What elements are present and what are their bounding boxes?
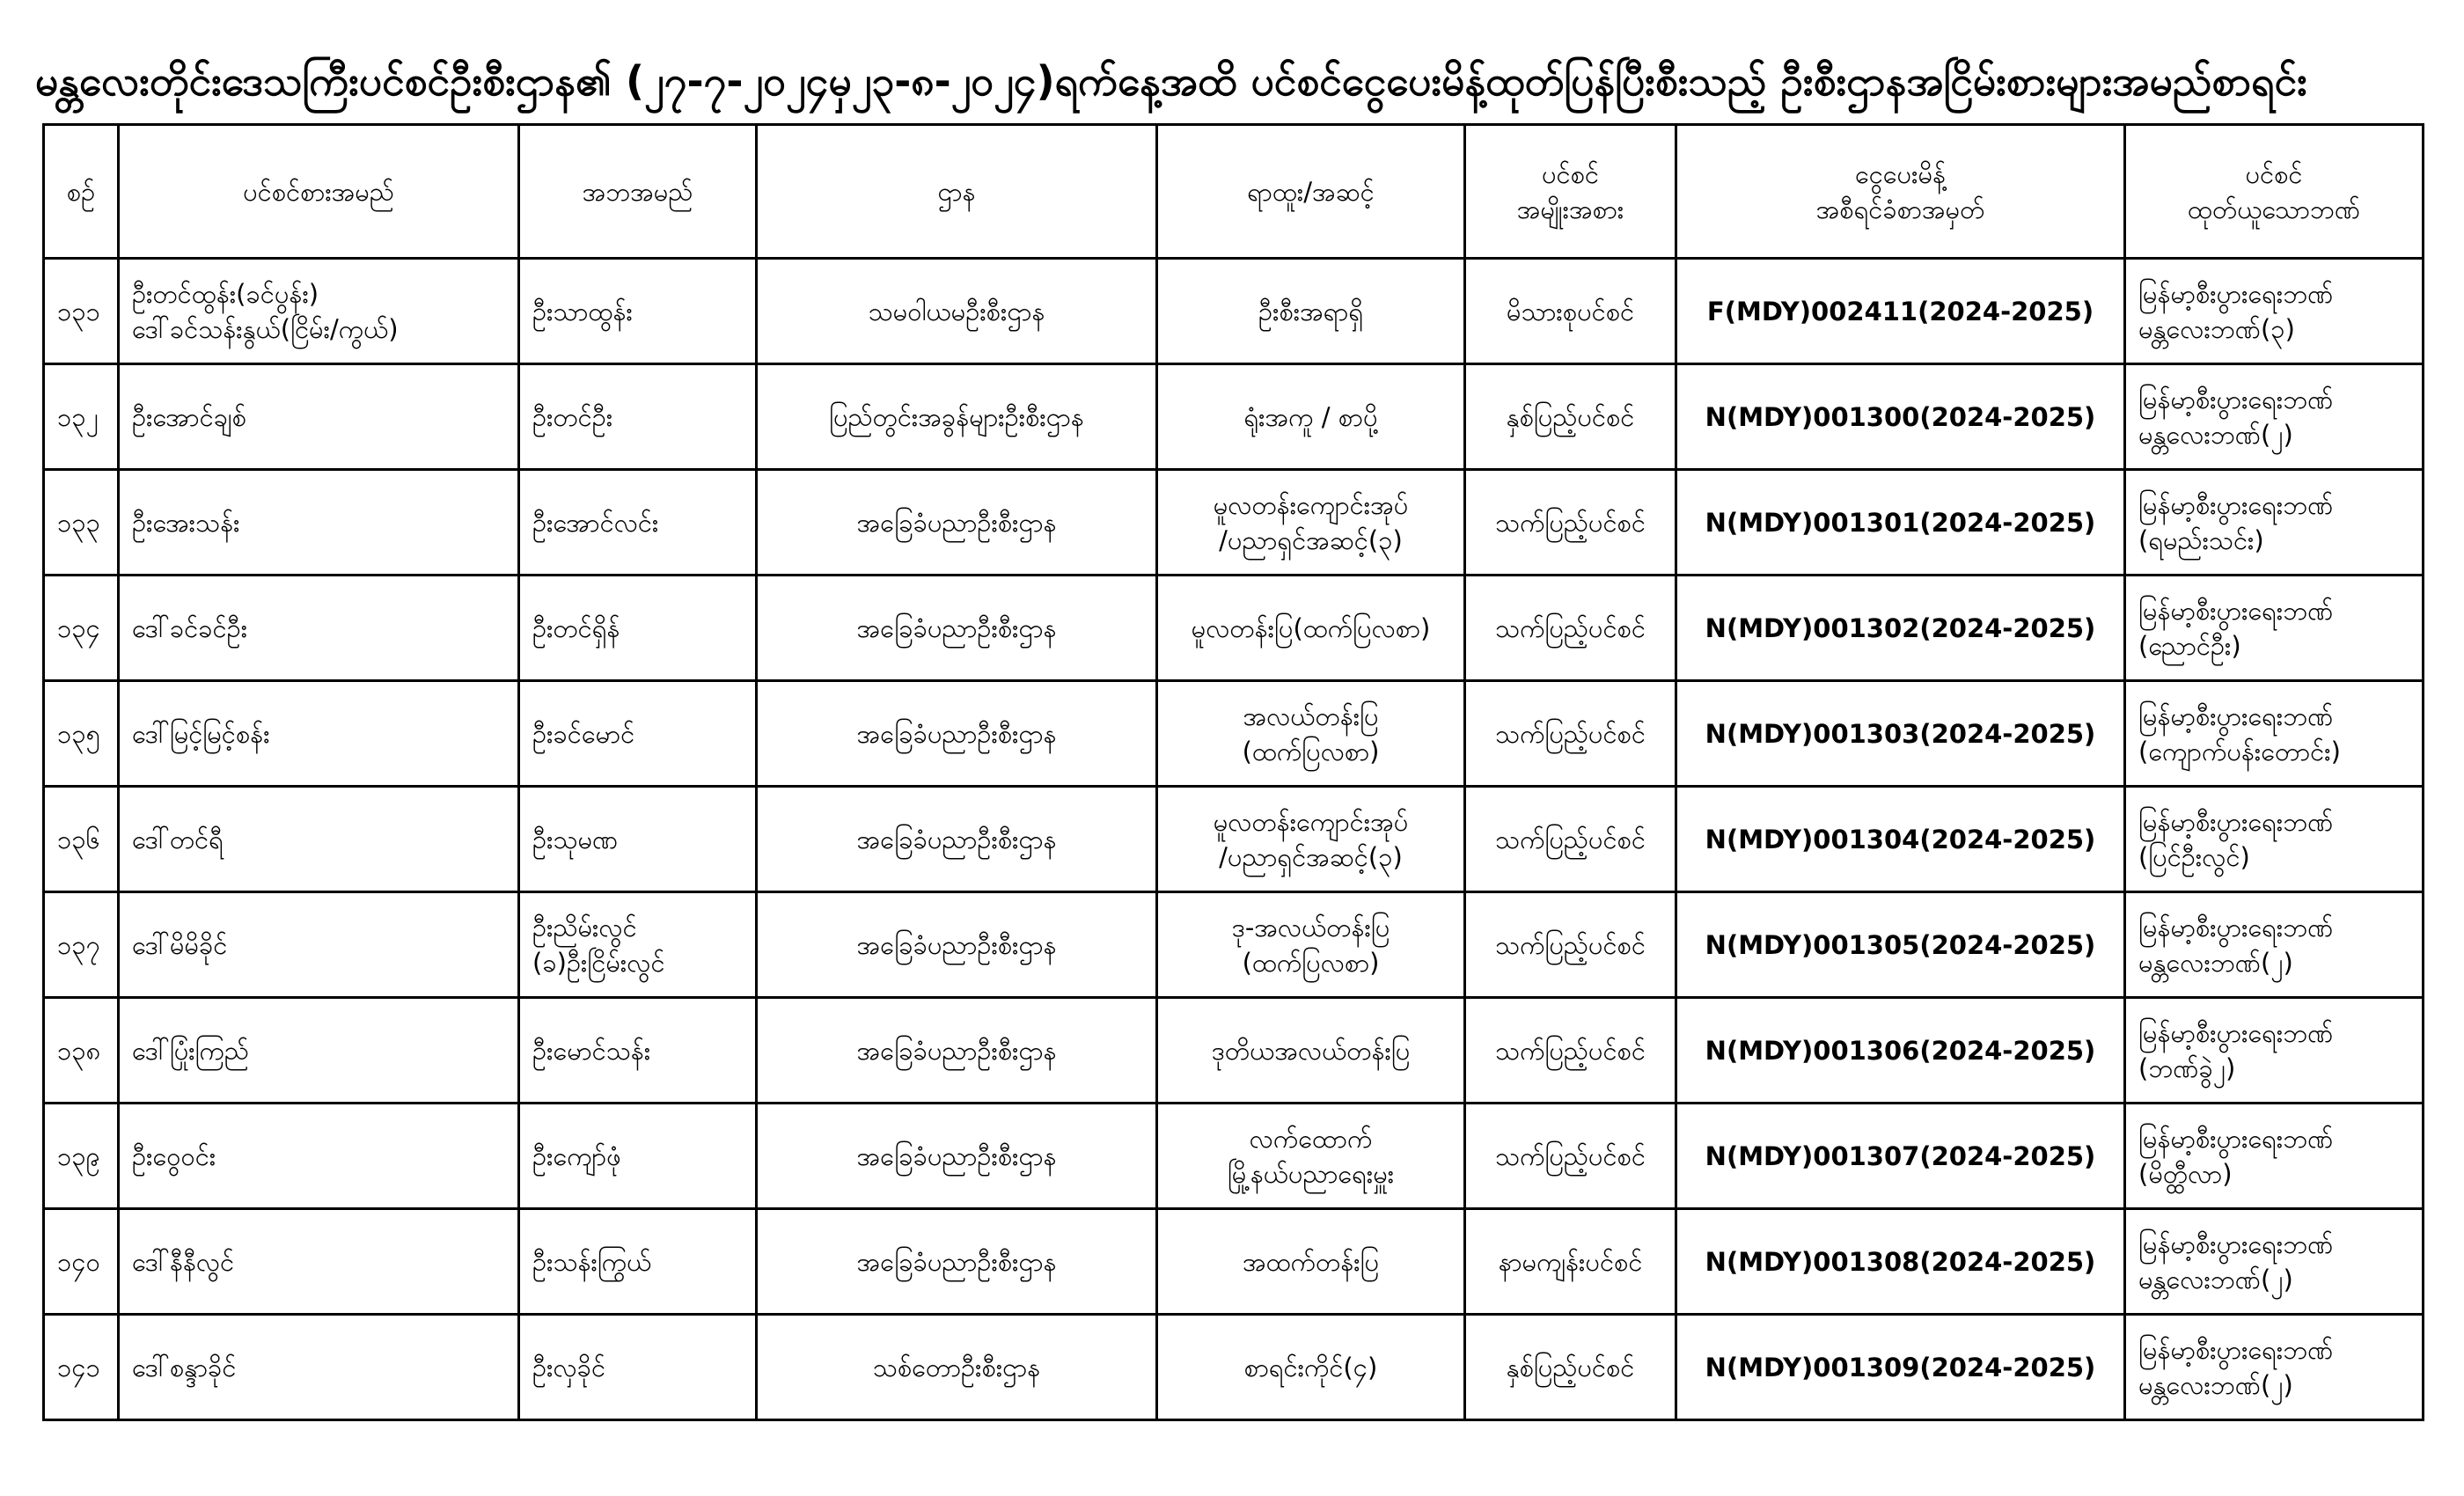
cell-department-line: အခြေခံပညာဦးစီးဌာန	[856, 1246, 1057, 1277]
cell-bank-line: (ရမည်းသင်း)	[2138, 524, 2264, 555]
table-row	[44, 364, 2424, 470]
cell-no: ၁၃၁	[44, 259, 119, 364]
cell-father-name	[519, 1209, 757, 1315]
cell-no: ၁၃၃	[44, 470, 119, 576]
cell-bank-line: မန္တလေးဘဏ်(၃)	[2138, 313, 2295, 344]
cell-pensioner-name-line: ဒေါ်နီနီလွင်	[132, 1246, 235, 1277]
cell-no: ၁၃၄	[44, 576, 119, 681]
cell-pensioner-name-line: ဒေါ်စန္ဒာခိုင်	[132, 1352, 237, 1382]
table-row	[44, 1209, 2424, 1315]
cell-bank-line: မြန်မာ့စီးပွားရေးဘဏ်	[2138, 806, 2334, 837]
cell-department	[757, 1209, 1157, 1315]
cell-order-number: N(MDY)001304(2024-2025)	[1676, 787, 2125, 892]
cell-bank-line: မန္တလေးဘဏ်(၂)	[2138, 419, 2293, 450]
cell-pensioner-name-line: ဒေါ်ခင်ခင်ဦး	[132, 612, 248, 643]
cell-position-line: စာရင်းကိုင်(၄)	[1243, 1352, 1378, 1382]
cell-father-name-line: ဦးမောင်သန်း	[532, 1035, 651, 1066]
table-row	[44, 1104, 2424, 1209]
cell-bank-line: မြန်မာ့စီးပွားရေးဘဏ်	[2138, 1123, 2334, 1154]
cell-father-name	[519, 259, 757, 364]
header-order-number	[1676, 125, 2125, 259]
cell-pension-type: နှစ်ပြည့်ပင်စင်	[1465, 364, 1676, 470]
header-label: ငွေပေးမိန့်	[1854, 158, 1947, 189]
cell-no: ၁၃၉	[44, 1104, 119, 1209]
cell-father-name-line: ဦးလှခိုင်	[532, 1352, 606, 1382]
cell-pensioner-name	[119, 681, 519, 787]
cell-father-name-line: ဦးခင်မောင်	[532, 718, 635, 749]
cell-bank	[2125, 1104, 2424, 1209]
cell-department	[757, 681, 1157, 787]
cell-father-name	[519, 364, 757, 470]
header-department	[757, 125, 1157, 259]
cell-position	[1157, 259, 1465, 364]
cell-position-line: မူလတန်းကျောင်းအုပ်	[1213, 489, 1409, 520]
cell-pensioner-name-line: ဒေါ်မိမိခိုင်	[132, 929, 228, 960]
cell-pension-type: သက်ပြည့်ပင်စင်	[1465, 787, 1676, 892]
header-pension-type	[1465, 125, 1676, 259]
cell-pensioner-name	[119, 259, 519, 364]
cell-order-number: N(MDY)001300(2024-2025)	[1676, 364, 2125, 470]
cell-bank-line: မြန်မာ့စီးပွားရေးဘဏ်	[2138, 700, 2334, 731]
cell-pensioner-name	[119, 998, 519, 1104]
cell-position	[1157, 1315, 1465, 1420]
cell-pensioner-name-line: ဦးတင်ထွန်း(ခင်ပွန်း)	[132, 278, 319, 309]
table-row	[44, 998, 2424, 1104]
cell-pensioner-name-line: ဦးအေးသန်း	[132, 507, 240, 538]
cell-pension-type: သက်ပြည့်ပင်စင်	[1465, 681, 1676, 787]
cell-department	[757, 998, 1157, 1104]
cell-bank-line: မြန်မာ့စီးပွားရေးဘဏ်	[2138, 489, 2334, 520]
cell-pensioner-name-line: ဒေါ်ခင်သန်းနွယ်(ငြိမ်း/ကွယ်)	[132, 313, 399, 344]
cell-department	[757, 1104, 1157, 1209]
cell-department-line: အခြေခံပညာဦးစီးဌာန	[856, 824, 1057, 854]
table-row	[44, 1315, 2424, 1420]
header-no	[44, 125, 119, 259]
cell-bank	[2125, 681, 2424, 787]
cell-pensioner-name	[119, 1209, 519, 1315]
cell-father-name	[519, 892, 757, 998]
cell-order-number: N(MDY)001309(2024-2025)	[1676, 1315, 2125, 1420]
cell-bank	[2125, 259, 2424, 364]
cell-position	[1157, 470, 1465, 576]
table-row	[44, 259, 2424, 364]
cell-pensioner-name-line: ဒေါ်မြင့်မြင့်စန်း	[132, 718, 270, 749]
cell-bank	[2125, 364, 2424, 470]
cell-father-name-line: ဦးညိမ်းလွင်	[532, 912, 637, 942]
cell-department-line: အခြေခံပညာဦးစီးဌာန	[856, 612, 1057, 643]
cell-position	[1157, 1104, 1465, 1209]
cell-department-line: အခြေခံပညာဦးစီးဌာန	[856, 718, 1057, 749]
cell-department	[757, 787, 1157, 892]
cell-pensioner-name	[119, 576, 519, 681]
cell-order-number: N(MDY)001308(2024-2025)	[1676, 1209, 2125, 1315]
table-row	[44, 576, 2424, 681]
cell-position	[1157, 998, 1465, 1104]
cell-no: ၁၃၈	[44, 998, 119, 1104]
cell-bank	[2125, 1315, 2424, 1420]
header-label: ပင်စင်	[2245, 158, 2303, 189]
cell-father-name	[519, 1104, 757, 1209]
cell-pension-type: သက်ပြည့်ပင်စင်	[1465, 1104, 1676, 1209]
cell-bank-line: မြန်မာ့စီးပွားရေးဘဏ်	[2138, 384, 2334, 414]
cell-bank-line: (ကျောက်ပန်းတောင်း)	[2138, 736, 2341, 766]
cell-position-line: ဦးစီးအရာရှိ	[1258, 296, 1363, 326]
cell-department-line: သမဝါယမဦးစီးဌာန	[868, 296, 1045, 326]
cell-pension-type: သက်ပြည့်ပင်စင်	[1465, 998, 1676, 1104]
cell-no: ၁၄၀	[44, 1209, 119, 1315]
cell-father-name-line: (ခ)ဦးငြိမ်းလွင်	[532, 947, 665, 978]
cell-position-line: မူလတန်းကျောင်းအုပ်	[1213, 806, 1409, 837]
pensioner-table	[42, 123, 2424, 1421]
cell-bank-line: မြန်မာ့စီးပွားရေးဘဏ်	[2138, 1334, 2334, 1365]
cell-bank-line: မြန်မာ့စီးပွားရေးဘဏ်	[2138, 1228, 2334, 1259]
header-label: ထုတ်ယူသောဘဏ်	[2187, 194, 2361, 224]
cell-department-line: အခြေခံပညာဦးစီးဌာန	[856, 929, 1057, 960]
cell-order-number: N(MDY)001305(2024-2025)	[1676, 892, 2125, 998]
cell-bank-line: မြန်မာ့စီးပွားရေးဘဏ်	[2138, 912, 2334, 942]
header-label: အမျိုးအစား	[1516, 194, 1624, 224]
cell-position-line: ရုံးအကူ / စာပို့	[1243, 401, 1378, 432]
cell-pensioner-name	[119, 1315, 519, 1420]
cell-department	[757, 470, 1157, 576]
cell-father-name	[519, 576, 757, 681]
document-title: မန္တလေးတိုင်းဒေသကြီးပင်စင်ဦးစီးဌာန၏ (၂၇-၇-၂၀၂၄မှ၂၃-၈-၂၀၂၄)ရက်နေ့အထိ ပင်စင်ငွေပေးမိန့်ထုတ်ပြန်ပြီးစီးသည့် ဦးစီးဌာနအငြိမ်းစားများအမည်စာရင်း	[35, 57, 2307, 105]
cell-pensioner-name	[119, 470, 519, 576]
header-label: ပင်စင်	[1541, 158, 1600, 189]
cell-department	[757, 892, 1157, 998]
cell-position-line: မြို့နယ်ပညာရေးမှူး	[1227, 1158, 1395, 1189]
cell-father-name	[519, 998, 757, 1104]
cell-pension-type: နာမကျန်းပင်စင်	[1465, 1209, 1676, 1315]
cell-department	[757, 364, 1157, 470]
cell-father-name-line: ဦးသုမဏ	[532, 824, 619, 854]
header-father-name	[519, 125, 757, 259]
cell-position-line: မူလတန်းပြ(ထက်ပြလစာ)	[1191, 612, 1431, 643]
cell-father-name	[519, 681, 757, 787]
cell-bank-line: (ပြင်ဦးလွင်)	[2138, 841, 2250, 872]
cell-bank-line: မြန်မာ့စီးပွားရေးဘဏ်	[2138, 1017, 2334, 1048]
header-label: ရာထူး/အဆင့်	[1247, 176, 1375, 207]
header-label: ဌာန	[937, 176, 976, 207]
cell-pension-type: သက်ပြည့်ပင်စင်	[1465, 892, 1676, 998]
cell-order-number: N(MDY)001301(2024-2025)	[1676, 470, 2125, 576]
cell-father-name-line: ဦးကျော်ဖုံ	[532, 1140, 621, 1171]
cell-position-line: အလယ်တန်းပြ	[1243, 700, 1379, 731]
cell-position	[1157, 892, 1465, 998]
cell-no: ၁၃၂	[44, 364, 119, 470]
cell-position-line: (ထက်ပြလစာ)	[1242, 736, 1380, 766]
cell-no: ၁၄၁	[44, 1315, 119, 1420]
cell-pension-type: သက်ပြည့်ပင်စင်	[1465, 470, 1676, 576]
cell-position	[1157, 1209, 1465, 1315]
cell-department	[757, 259, 1157, 364]
cell-father-name	[519, 1315, 757, 1420]
cell-department-line: အခြေခံပညာဦးစီးဌာန	[856, 1035, 1057, 1066]
cell-order-number: N(MDY)001303(2024-2025)	[1676, 681, 2125, 787]
cell-bank	[2125, 787, 2424, 892]
cell-father-name	[519, 787, 757, 892]
cell-department	[757, 1315, 1157, 1420]
cell-position-line: အထက်တန်းပြ	[1242, 1246, 1380, 1277]
header-label: အစီရင်ခံစာအမှတ်	[1815, 194, 1985, 224]
cell-position-line: /ပညာရှင်အဆင့်(၃)	[1219, 524, 1403, 555]
cell-department-line: ပြည်တွင်းအခွန်များဦးစီးဌာန	[829, 401, 1084, 432]
cell-position	[1157, 681, 1465, 787]
cell-bank-line: မန္တလေးဘဏ်(၂)	[2138, 947, 2293, 978]
cell-father-name-line: ဦးတင်ဦး	[532, 401, 613, 432]
cell-no: ၁၃၇	[44, 892, 119, 998]
cell-bank-line: မြန်မာ့စီးပွားရေးဘဏ်	[2138, 595, 2334, 626]
cell-position	[1157, 364, 1465, 470]
cell-department-line: အခြေခံပညာဦးစီးဌာန	[856, 507, 1057, 538]
cell-position-line: လက်ထောက်	[1249, 1123, 1373, 1154]
cell-pension-type: သက်ပြည့်ပင်စင်	[1465, 576, 1676, 681]
cell-bank-line: မန္တလေးဘဏ်(၂)	[2138, 1369, 2293, 1400]
cell-order-number: F(MDY)002411(2024-2025)	[1676, 259, 2125, 364]
cell-pensioner-name	[119, 892, 519, 998]
cell-position-line: /ပညာရှင်အဆင့်(၃)	[1219, 841, 1403, 872]
cell-pension-type: မိသားစုပင်စင်	[1465, 259, 1676, 364]
table-row	[44, 681, 2424, 787]
header-label: အဘအမည်	[582, 176, 693, 207]
cell-pensioner-name-line: ဦးဝွေဝင်း	[132, 1140, 216, 1171]
cell-position	[1157, 787, 1465, 892]
cell-pensioner-name	[119, 364, 519, 470]
table-row	[44, 470, 2424, 576]
cell-no: ၁၃၆	[44, 787, 119, 892]
cell-pensioner-name-line: ဦးအောင်ချစ်	[132, 401, 246, 432]
cell-order-number: N(MDY)001306(2024-2025)	[1676, 998, 2125, 1104]
header-pensioner-name	[119, 125, 519, 259]
cell-bank-line: (ဘဏ်ခွဲ၂)	[2138, 1052, 2236, 1083]
cell-pension-type: နှစ်ပြည့်ပင်စင်	[1465, 1315, 1676, 1420]
cell-pensioner-name-line: ဒေါ်ပြုံးကြည်	[132, 1035, 249, 1066]
cell-father-name-line: ဦးသာထွန်း	[532, 296, 633, 326]
cell-department-line: သစ်တောဦးစီးဌာန	[872, 1352, 1041, 1382]
cell-pensioner-name	[119, 1104, 519, 1209]
cell-position-line: ဒုတိယအလယ်တန်းပြ	[1211, 1035, 1411, 1066]
cell-pensioner-name	[119, 787, 519, 892]
header-position	[1157, 125, 1465, 259]
table-row	[44, 787, 2424, 892]
cell-bank	[2125, 1209, 2424, 1315]
cell-position	[1157, 576, 1465, 681]
cell-position-line: (ထက်ပြလစာ)	[1242, 947, 1380, 978]
cell-pensioner-name-line: ဒေါ်တင်ရီ	[132, 824, 224, 854]
table-body	[44, 259, 2424, 1420]
header-bank	[2125, 125, 2424, 259]
cell-bank	[2125, 470, 2424, 576]
cell-department-line: အခြေခံပညာဦးစီးဌာန	[856, 1140, 1057, 1171]
cell-bank	[2125, 576, 2424, 681]
cell-father-name	[519, 470, 757, 576]
cell-no: ၁၃၅	[44, 681, 119, 787]
table-row	[44, 892, 2424, 998]
header-label: စဉ်	[66, 176, 96, 207]
cell-bank-line: မြန်မာ့စီးပွားရေးဘဏ်	[2138, 278, 2334, 309]
cell-bank	[2125, 998, 2424, 1104]
table-header-row	[44, 125, 2424, 259]
cell-father-name-line: ဦးတင်ရှိန်	[532, 612, 620, 643]
cell-father-name-line: ဦးသန်းကြွယ်	[532, 1246, 652, 1277]
cell-order-number: N(MDY)001302(2024-2025)	[1676, 576, 2125, 681]
cell-bank-line: မန္တလေးဘဏ်(၂)	[2138, 1264, 2293, 1294]
cell-father-name-line: ဦးအောင်လင်း	[532, 507, 659, 538]
cell-department	[757, 576, 1157, 681]
cell-bank	[2125, 892, 2424, 998]
cell-position-line: ဒု-အလယ်တန်းပြ	[1231, 912, 1390, 942]
header-label: ပင်စင်စားအမည်	[243, 176, 394, 207]
cell-bank-line: (ညောင်ဦး)	[2138, 630, 2241, 661]
cell-bank-line: (မိတ္ထီလာ)	[2138, 1158, 2233, 1189]
cell-order-number: N(MDY)001307(2024-2025)	[1676, 1104, 2125, 1209]
